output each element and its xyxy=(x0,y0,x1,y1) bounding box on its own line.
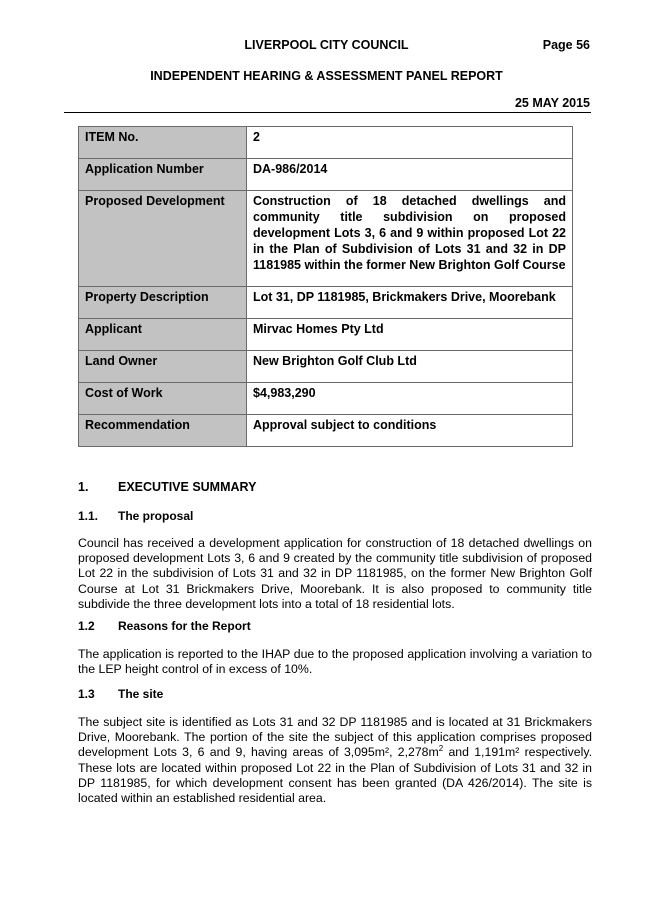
table-row xyxy=(79,383,573,415)
row-value: Approval subject to conditions xyxy=(247,415,573,447)
table-row xyxy=(79,319,573,351)
reasons-paragraph: The application is reported to the IHAP due to the proposed application involving a variation to the LEP height control of in excess of 10%. xyxy=(78,647,592,677)
proposal-paragraph: Council has received a development application for construction of 18 detached dwellings on proposed development Lots 3, 6 and 9 created by the community title subdivision of proposed Lot 22 in the subdivision of Lots 31 and 32 in DP 1181985, on the former New Brighton Golf Course at Lot 31 Brickmakers Drive, Moorebank. It is also proposed to community title subdivide the three development lots into a total of 18 residential lots. xyxy=(78,536,592,611)
council-name: LIVERPOOL CITY COUNCIL xyxy=(244,38,409,52)
header-divider xyxy=(64,112,591,113)
application-details-table xyxy=(78,126,573,447)
row-label: Application Number xyxy=(79,159,247,191)
row-label: Land Owner xyxy=(79,351,247,383)
row-value: $4,983,290 xyxy=(247,383,573,415)
table-row xyxy=(79,415,573,447)
executive-summary-heading: 1. EXECUTIVE SUMMARY xyxy=(78,480,257,494)
table-row xyxy=(79,351,573,383)
site-heading: 1.3 The site xyxy=(78,687,164,701)
row-value: 2 xyxy=(247,127,573,159)
page-header xyxy=(0,38,653,54)
report-date: 25 MAY 2015 xyxy=(514,96,590,110)
reasons-heading: 1.2 Reasons for the Report xyxy=(78,619,251,633)
table-row xyxy=(79,191,573,287)
row-label: Property Description xyxy=(79,287,247,319)
site-paragraph: The subject site is identified as Lots 31 and 32 DP 1181985 and is located at 31 Brickmakers Drive, Moorebank. The portion of the site the subject of this application comprises proposed development Lots 3, 6 and 9, having areas of 3,095m², $2,278m^2$ and 1,191m² respectively. These lots are located within proposed Lot 22 in the Plan of Subdivision of Lots 31 and 32 in DP 1181985, for which development consent has been granted (DA 426/2014). The site is located within an established residential area. xyxy=(78,715,593,806)
row-label: Proposed Development xyxy=(79,191,247,287)
row-value: New Brighton Golf Club Ltd xyxy=(247,351,573,383)
table-row xyxy=(79,127,573,159)
table-row xyxy=(79,159,573,191)
proposal-heading: 1.1. The proposal xyxy=(78,509,194,523)
row-value: DA-986/2014 xyxy=(247,159,573,191)
row-label: Recommendation xyxy=(79,415,247,447)
report-title: INDEPENDENT HEARING & ASSESSMENT PANEL REPORT xyxy=(150,69,503,83)
row-value: Mirvac Homes Pty Ltd xyxy=(247,319,573,351)
row-value: Lot 31, DP 1181985, Brickmakers Drive, Moorebank xyxy=(247,287,573,319)
row-label: Cost of Work xyxy=(79,383,247,415)
row-value: Construction of 18 detached dwellings and community title subdivision on proposed development Lots 3, 6 and 9 within proposed Lot 22 in the Plan of Subdivision of Lots 31 and 32 in DP 1181985 within the former New Brighton Golf Course xyxy=(247,191,573,287)
table-row xyxy=(79,287,573,319)
row-label: ITEM No. xyxy=(79,127,247,159)
row-label: Applicant xyxy=(79,319,247,351)
page-number: Page 56 xyxy=(542,38,590,52)
